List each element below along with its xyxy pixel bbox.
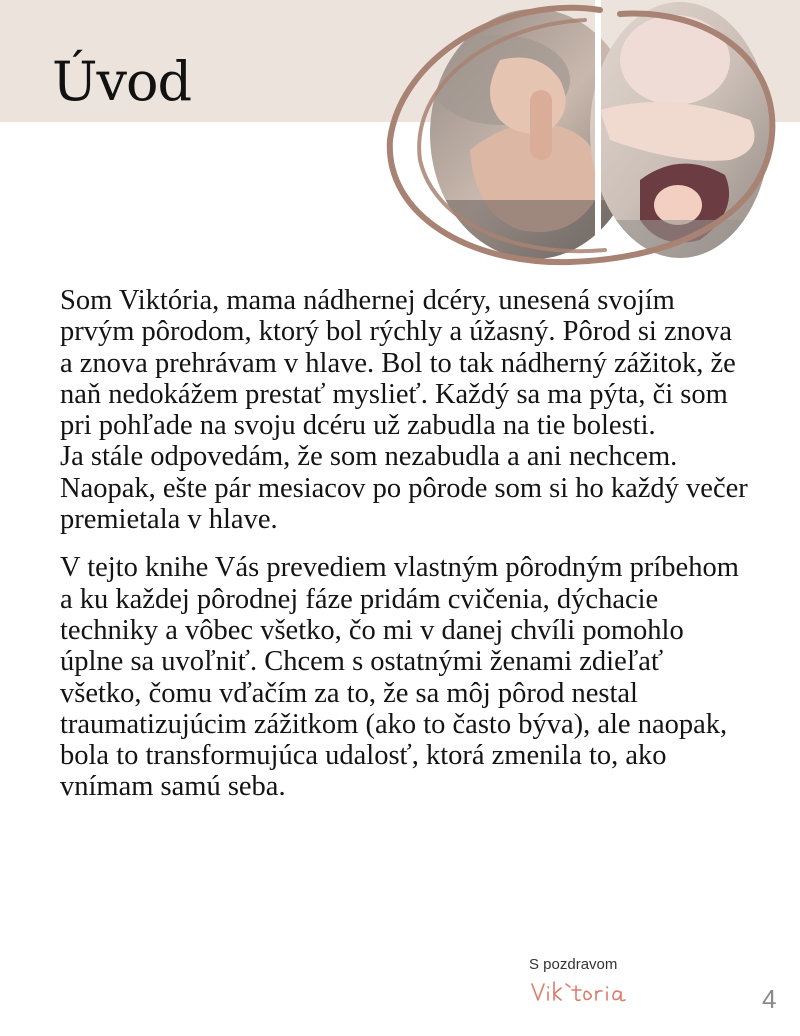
paragraph-1: Som Viktória, mama nádhernej dcéry, unesená svojím prvým pôrodom, ktorý bol rýchly a úžasný. Pôrod si znova a znova prehrávam v hlave. Bol to tak nádherný zážitok, že naň nedokážem prestať myslieť. Každý sa ma pýta, či som pri pohľade na svoju dcéru už zabudla na tie bolesti.	[60, 285, 736, 442]
photo-sleeping-baby	[585, 0, 780, 268]
paragraph-3: V tejto knihe Vás prevediem vlastným pôrodným príbehom a ku každej pôrodnej fáze pridám cvičenia, dýchacie techniky a vôbec všetko, čo mi v danej chvíli pomohlo úplne sa uvoľniť. Chcem s ostatnými ženami zdieľať všetko, čomu vďačím za to, že sa môj pôrod nestal traumatizujúcim zážitkom (ako to často býva), ale naopak, bola to transformujúca udalosť, ktorá zmenila to, ako vnímam samú seba.	[60, 552, 739, 803]
photo-divider	[595, 0, 601, 260]
header-photo-collage	[380, 0, 780, 268]
greeting: S pozdravom	[529, 956, 618, 973]
page-number: 4	[762, 984, 777, 1014]
signature	[530, 978, 630, 1008]
page-title: Úvod	[52, 50, 192, 113]
intro-text	[60, 285, 750, 803]
paragraph-2: Ja stále odpovedám, že som nezabudla a ani nechcem. Naopak, ešte pár mesiacov po pôrode som si ho každý večer premietala v hlave.	[60, 441, 748, 536]
